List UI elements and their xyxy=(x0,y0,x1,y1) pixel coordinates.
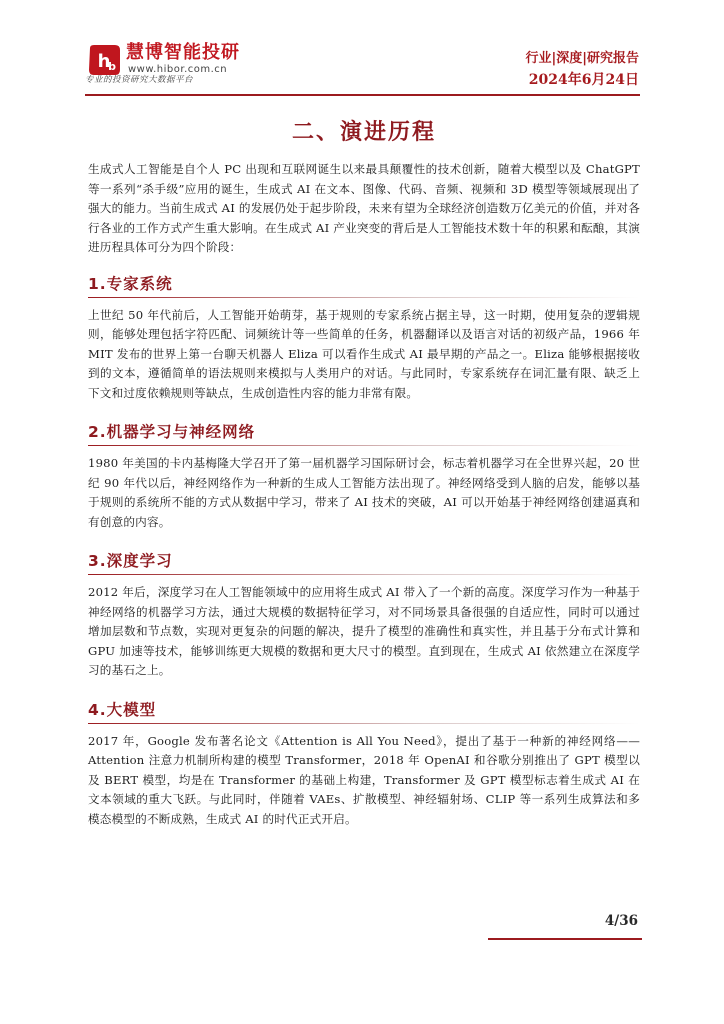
footer-divider xyxy=(488,938,642,940)
paragraph-expert-systems: 上世纪 50 年代前后，人工智能开始萌芽，基于规则的专家系统占据主导，这一时期，使用复杂的逻辑规则，能够处理包括字符匹配、词频统计等一些简单的任务，机器翻译以及语言对话的初级产品，1966 年 MIT 发布的世界上第一台聊天机器人 Eliza 可以看作生成式 AI 最早期的产品之一。Eliza 能够根据接收到的文本，遵循简单的语法规则来模拟与人类用户的对话。与此同时，专家系统存在词汇量有限、缺乏上下文和过度依赖规则等缺点，生成创造性内容的能力非常有限。 xyxy=(88,307,640,400)
paragraph-deep-learning: 2012 年后，深度学习在人工智能领域中的应用将生成式 AI 带入了一个新的高度。深度学习作为一种基于神经网络的机器学习方法，通过大规模的数据特征学习，对不同场景具备很强的自适应性，同时可以通过增加层数和节点数，实现对更复杂的问题的解决，提升了模型的准确性和真实性，并且基于分布式计算和 GPU 加速等技术，能够训练更大规模的数据和更大尺寸的模型。直到现在，生成式 AI 依然建立在深度学习的基石之上。 xyxy=(88,585,640,677)
svg-text:b: b xyxy=(108,60,116,73)
svg-text:h: h xyxy=(97,51,111,72)
report-date: 2024年6月24日 xyxy=(528,72,639,88)
intro-paragraph: 生成式人工智能是自个人 PC 出现和互联网诞生以来最具颠覆性的技术创新，随着大模型以及 ChatGPT 等一系列“杀手级”应用的诞生，生成式 AI 在文本、图像、代码、音频、视频和 3D 模型等领域展现出了强大的能力。当前生成式 AI 的发展仍处于起步阶段，未来有望为全球经济创造数万亿美元的价值，并对各行各业的工作方式产生重大影响。在生成式 AI 产业突变的背后是人工智能技术数十年的积累和酝酿，其演进历程具体可分为四个阶段： xyxy=(88,162,640,254)
logo-url: www.hibor.com.cn xyxy=(128,64,228,75)
paragraph-large-models: 2017 年，Google 发布著名论文《Attention is All You Need》，提出了基于一种新的神经网络——Attention 注意力机制所构建的模型 Transformer，2018 年 OpenAI 和谷歌分别推出了 GPT 模型以及 BERT 模型，均是在 Transformer 的基础上构建，Transformer 及 GPT 模型标志着生成式 AI 在文本领域的重大飞跃。与此同时，伴随着 VAEs、扩散模型、神经辐射场、CLIP 等一系列生成算法和多模态模型的不断成熟，生成式 AI 的时代正式开启。 xyxy=(88,733,640,826)
heading-machine-learning: 2.机器学习与神经网络 xyxy=(88,421,640,446)
header-divider xyxy=(85,94,640,96)
heading-deep-learning: 3.深度学习 xyxy=(88,550,640,575)
hibor-logo-icon xyxy=(86,44,122,76)
heading-expert-systems: 1.专家系统 xyxy=(88,273,640,298)
logo-name: 慧博智能投研 xyxy=(126,42,240,63)
paragraph-machine-learning: 1980 年美国的卡内基梅隆大学召开了第一届机器学习国际研讨会，标志着机器学习在全世界兴起，20 世纪 90 年代以后，神经网络作为一种新的生成人工智能方法出现了。神经网络受到人脑的启发，能够以基于规则的系统所不能的方式从数据中学习，带来了 AI 技术的突破，AI 可以开始基于神经网络创建逼真和有创意的内容。 xyxy=(88,456,640,529)
heading-large-models: 4.大模型 xyxy=(88,699,640,724)
document-body xyxy=(88,118,640,829)
page-header xyxy=(0,0,724,100)
report-type: 行业|深度|研究报告 xyxy=(525,51,639,66)
page-number: 4/36 xyxy=(604,913,638,929)
section-title: 二、演进历程 xyxy=(291,120,436,145)
logo-slogan: 专业的投资研究大数据平台 xyxy=(85,75,194,85)
